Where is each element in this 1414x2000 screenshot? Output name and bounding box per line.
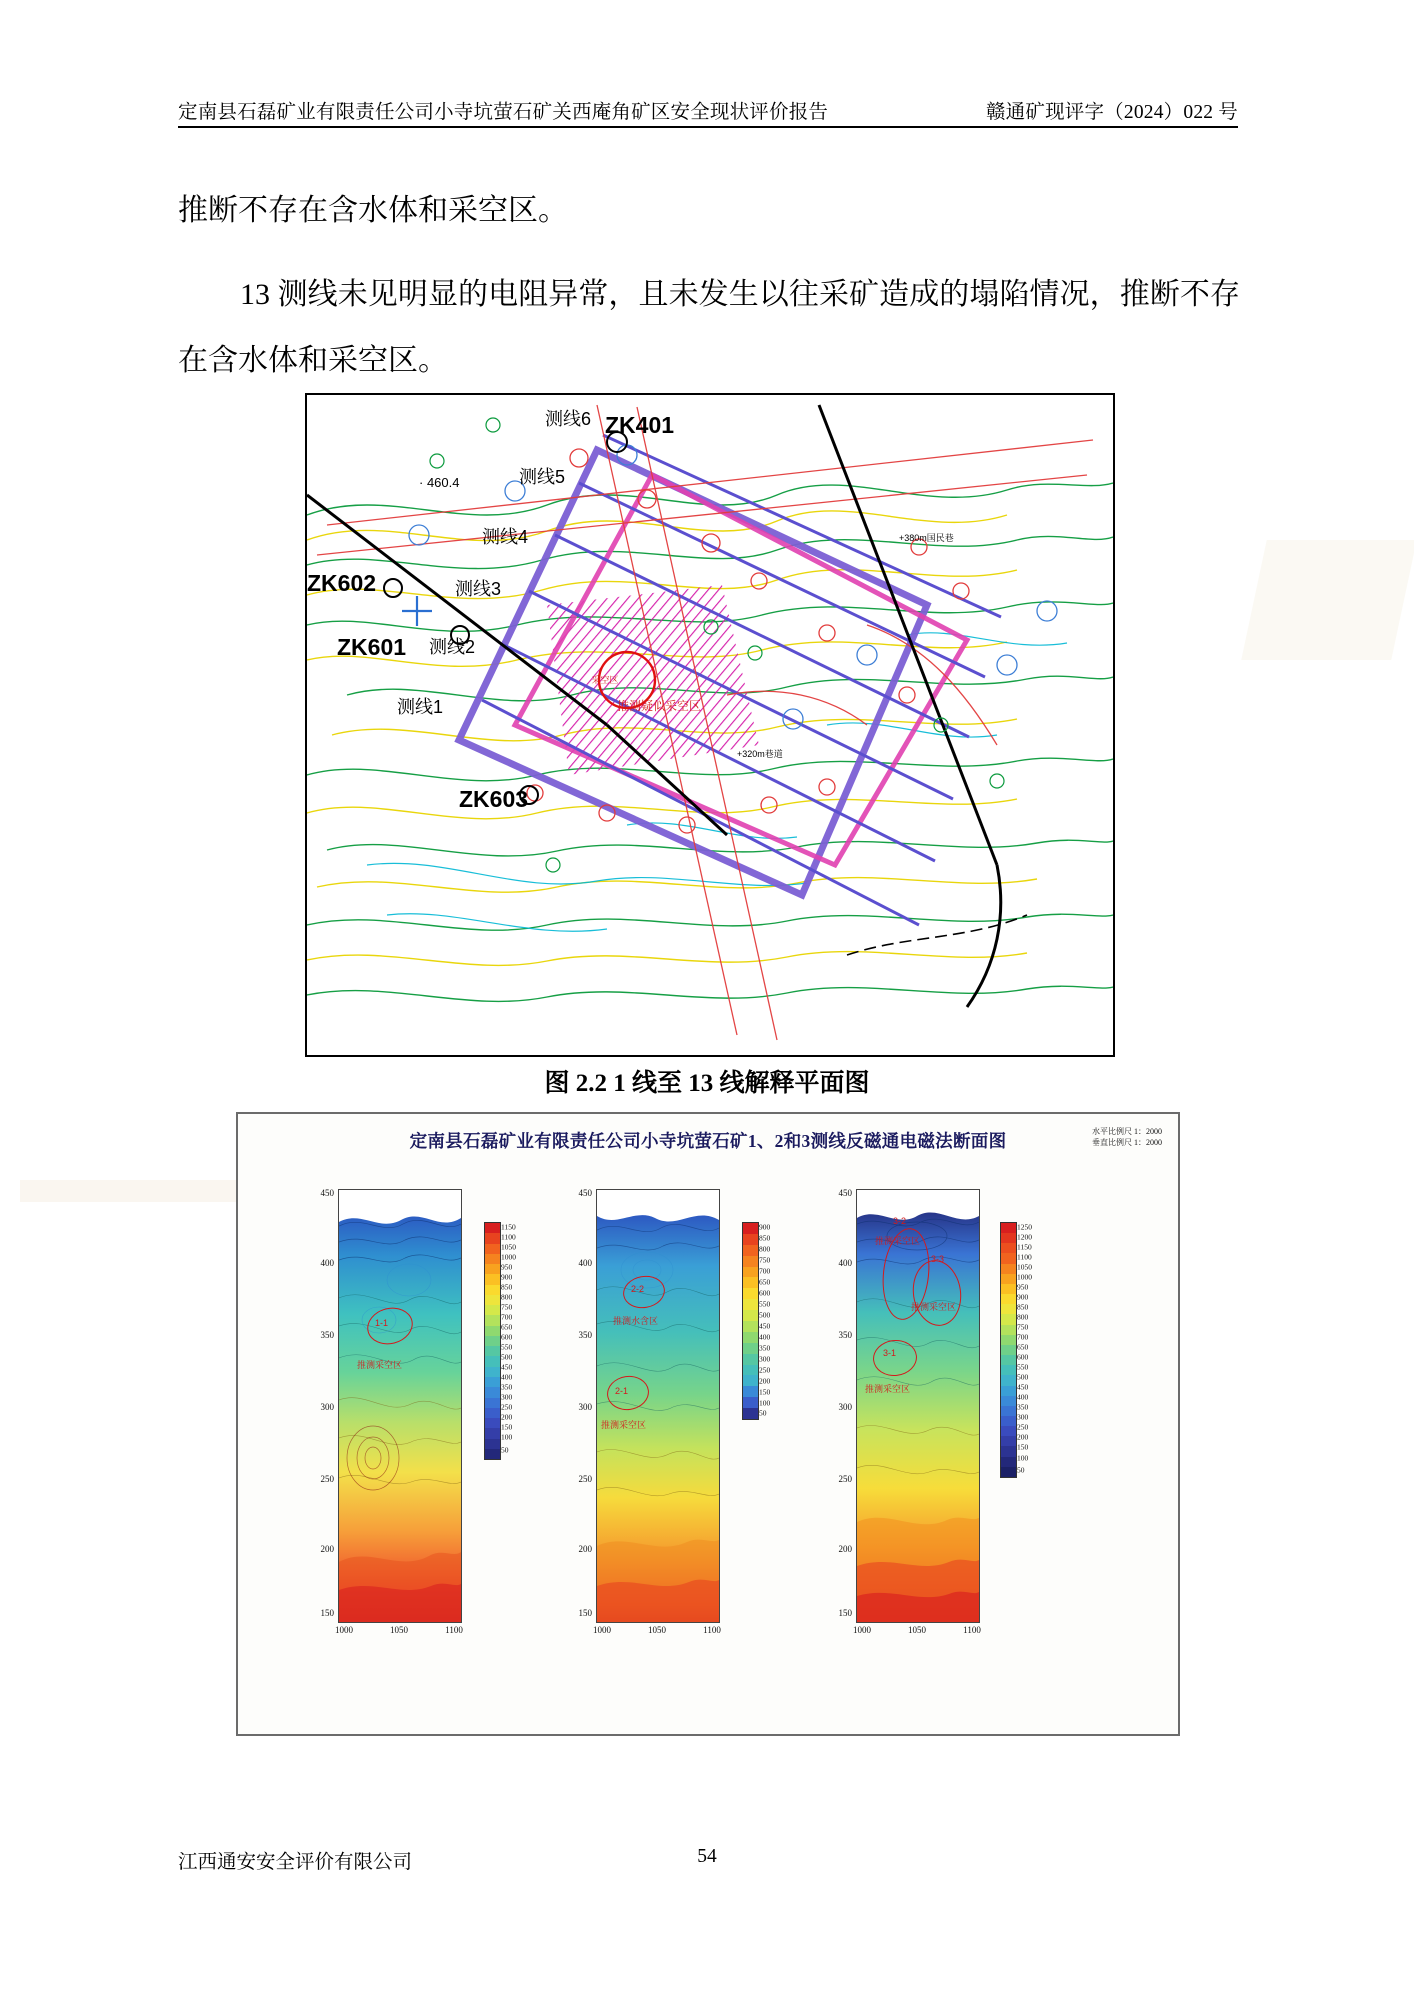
svg-text:ZK602: ZK602 xyxy=(307,570,377,596)
footer-company: 江西通安安全评价有限公司 xyxy=(178,1852,413,1873)
page-header xyxy=(178,96,1238,124)
svg-text:推测疑似采空区: 推测疑似采空区 xyxy=(617,699,702,713)
legend-panel-3: 1250 1200 1150 1100 1050 1000 950 900 850 800 750 700 650 600 550 500 450 400 350 300 250 200 150 100 50 xyxy=(1000,1222,1046,1480)
figure-2-em-sections xyxy=(236,1112,1180,1736)
panel-3-y-axis: 450 400 350 300 250 200 150 xyxy=(838,1188,852,1618)
panel-2-annotation-text-a: 推测水含区 xyxy=(613,1316,659,1326)
scale-vertical: 垂直比例尺 1：2000 xyxy=(1092,1138,1162,1147)
section-panel-2 xyxy=(568,1188,721,1659)
panel-2-annotation-code-a: 2-2 xyxy=(631,1284,645,1294)
watermark-left xyxy=(20,1180,260,1202)
paragraph-1: 推断不存在含水体和采空区。 xyxy=(178,194,568,227)
panel-1-contour xyxy=(339,1190,461,1622)
header-divider xyxy=(178,126,1238,128)
panel-1-plot xyxy=(338,1189,462,1623)
panel-3-annotation-text-b: 推测采空区 xyxy=(911,1302,957,1312)
panel-2-y-axis: 450 400 350 300 250 200 150 xyxy=(578,1188,592,1618)
paragraph-2 xyxy=(178,262,1240,394)
panel-3-annotation-code-a: 3-2 xyxy=(893,1216,907,1226)
scale-horizontal: 水平比例尺 1：2000 xyxy=(1092,1127,1162,1136)
panel-3-annotation-text-a: 推测采空区 xyxy=(875,1236,921,1246)
panel-3-annotation-code-b: 3-3 xyxy=(931,1254,945,1264)
svg-text:ZK401: ZK401 xyxy=(605,412,675,438)
header-doc-number: 赣通矿现评字（2024）022 号 xyxy=(985,102,1238,123)
svg-text:+320m巷道: +320m巷道 xyxy=(737,749,783,759)
panel-2-x-axis: 1000 1050 1100 xyxy=(593,1625,721,1635)
legend-3-colorbar xyxy=(1000,1222,1017,1478)
section-panel-3 xyxy=(828,1188,981,1659)
svg-text:测线2: 测线2 xyxy=(429,637,476,657)
figure-2-title: 定南县石磊矿业有限责任公司小寺坑萤石矿1、2和3测线反磁通电磁法断面图 xyxy=(409,1131,1007,1151)
panel-2-annotation-text-b: 推测采空区 xyxy=(601,1420,647,1430)
legend-panel-2: 900 850 800 750 700 650 600 550 500 450 400 350 300 250 200 150 100 50 xyxy=(742,1222,788,1422)
panel-2-annotation-code-b: 2-1 xyxy=(615,1386,629,1396)
panel-3-annotation-text-c: 推测采空区 xyxy=(865,1384,911,1394)
panel-3-plot xyxy=(856,1189,980,1623)
svg-text:· 460.4: · 460.4 xyxy=(419,475,460,490)
panel-1-annotation-code: 1-1 xyxy=(375,1318,389,1328)
svg-text:ZK603: ZK603 xyxy=(459,786,529,812)
figure-1-geological-plan xyxy=(305,393,1115,1057)
panel-2-plot xyxy=(596,1189,720,1623)
svg-text:测线4: 测线4 xyxy=(482,527,529,547)
panel-1-y-axis: 450 400 350 300 250 200 150 xyxy=(320,1188,334,1618)
svg-text:测线5: 测线5 xyxy=(519,467,566,487)
svg-text:ZK601: ZK601 xyxy=(337,634,407,660)
header-title-left: 定南县石磊矿业有限责任公司小寺坑萤石矿关西庵角矿区安全现状评价报告 xyxy=(178,102,829,123)
legend-1-colorbar xyxy=(484,1222,501,1460)
panel-1-x-axis: 1000 1050 1100 xyxy=(335,1625,463,1635)
svg-text:采空区: 采空区 xyxy=(591,675,619,685)
legend-panel-1: 1150 1100 1050 1000 950 900 850 800 750 700 650 600 550 500 450 400 350 300 250 200 150 100 50 xyxy=(484,1222,530,1462)
paragraph-2-text: 13 测线未见明显的电阻异常，且未发生以往采矿造成的塌陷情况，推断不存在含水体和采空区。 xyxy=(178,278,1240,377)
watermark-right xyxy=(1241,540,1414,660)
footer-page-number: 54 xyxy=(697,1846,717,1867)
figure-1-drawing xyxy=(307,395,1113,1055)
figure-2-scale-note xyxy=(1092,1126,1162,1148)
legend-2-colorbar xyxy=(742,1222,759,1420)
svg-text:测线6: 测线6 xyxy=(545,409,592,429)
section-panel-1 xyxy=(310,1188,463,1659)
svg-text:测线1: 测线1 xyxy=(397,697,444,717)
svg-text:测线3: 测线3 xyxy=(455,579,502,599)
panel-1-annotation-text: 推测采空区 xyxy=(357,1360,403,1370)
panel-3-annotation-code-c: 3-1 xyxy=(883,1348,897,1358)
panel-3-x-axis: 1000 1050 1100 xyxy=(853,1625,981,1635)
figure-1-caption: 图 2.2 1 线至 13 线解释平面图 xyxy=(544,1070,870,1097)
svg-text:+380m国民巷: +380m国民巷 xyxy=(899,533,954,543)
